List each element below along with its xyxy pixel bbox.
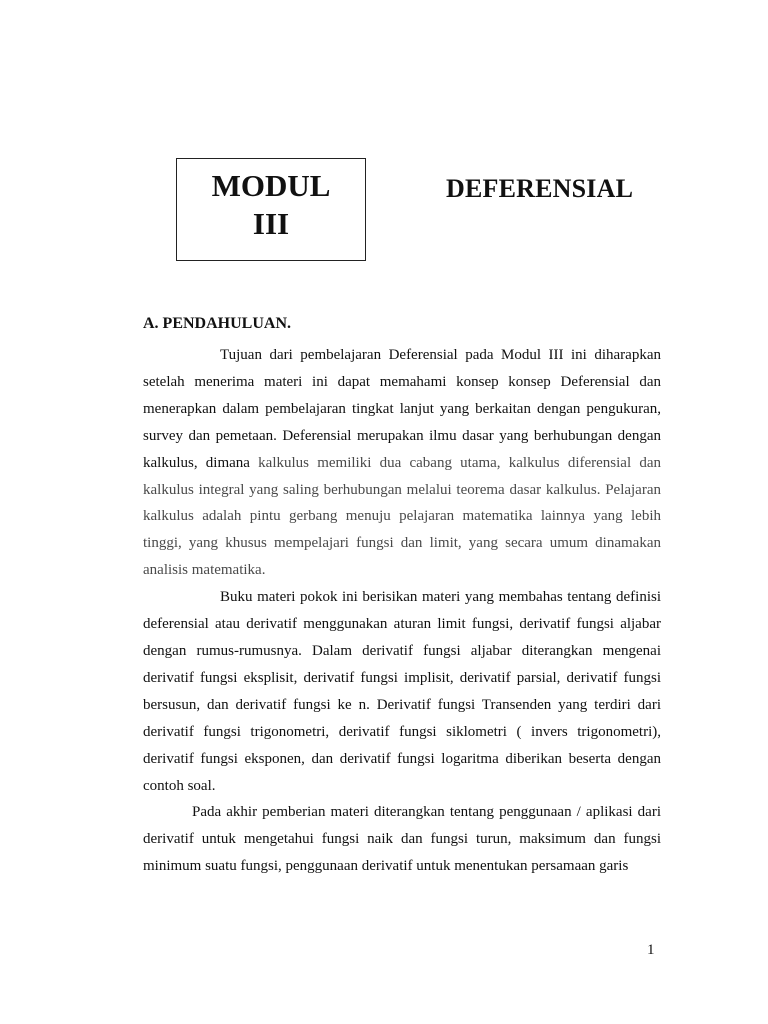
paragraph-introduction-dark: Tujuan dari pembelajaran Deferensial pada Modul III ini diharapkan setelah menerima materi ini dapat memahami konsep konsep Deferensial dan menerapkan dalam pembelajaran tingkat lanjut yang berkaitan dengan pengukuran, survey dan pemetaan. Deferensial merupakan ilmu dasar yang berhubungan dengan kalkulus, dimana xyxy=(143,347,661,471)
document-title: DEFERENSIAL xyxy=(446,174,634,203)
module-label-line1: MODUL xyxy=(211,168,331,203)
paragraph-content: Buku materi pokok ini berisikan materi yang membahas tentang definisi deferensial atau derivatif menggunakan aturan limit fungsi, derivatif fungsi aljabar dengan rumus-rumusnya. Dalam derivatif fungsi aljabar diterangkan mengenai derivatif fungsi eksplisit, derivatif fungsi implisit, derivatif parsial, derivatif fungsi bersusun, dan derivatif fungsi ke n. Derivatif fungsi Transenden yang terdiri dari derivatif fungsi trigonometri, derivatif fungsi siklometri ( invers trigonometri), derivatif fungsi eksponen, dan derivatif fungsi logaritma diberikan beserta dengan contoh soal. xyxy=(143,589,661,794)
section-heading: A. PENDAHULUAN. xyxy=(143,315,291,332)
body-text xyxy=(143,342,661,880)
module-label-line2: III xyxy=(252,206,290,241)
paragraph-introduction xyxy=(143,342,661,584)
page-number: 1 xyxy=(647,942,655,958)
module-label-box xyxy=(176,158,366,261)
paragraph-application: Pada akhir pemberian materi diterangkan tentang penggunaan / aplikasi dari derivatif untuk mengetahui fungsi naik dan fungsi turun, maksimum dan fungsi minimum suatu fungsi, penggunaan derivatif untuk menentukan persamaan garis xyxy=(143,804,661,875)
paragraph-introduction-light: kalkulus memiliki dua cabang utama, kalkulus diferensial dan kalkulus integral yang saling berhubungan melalui teorema dasar kalkulus. Pelajaran kalkulus adalah pintu gerbang menuju pelajaran matematika lainnya yang lebih tinggi, yang khusus mempelajari fungsi dan limit, yang secara umum dinamakan analisis matematika. xyxy=(143,454,661,579)
